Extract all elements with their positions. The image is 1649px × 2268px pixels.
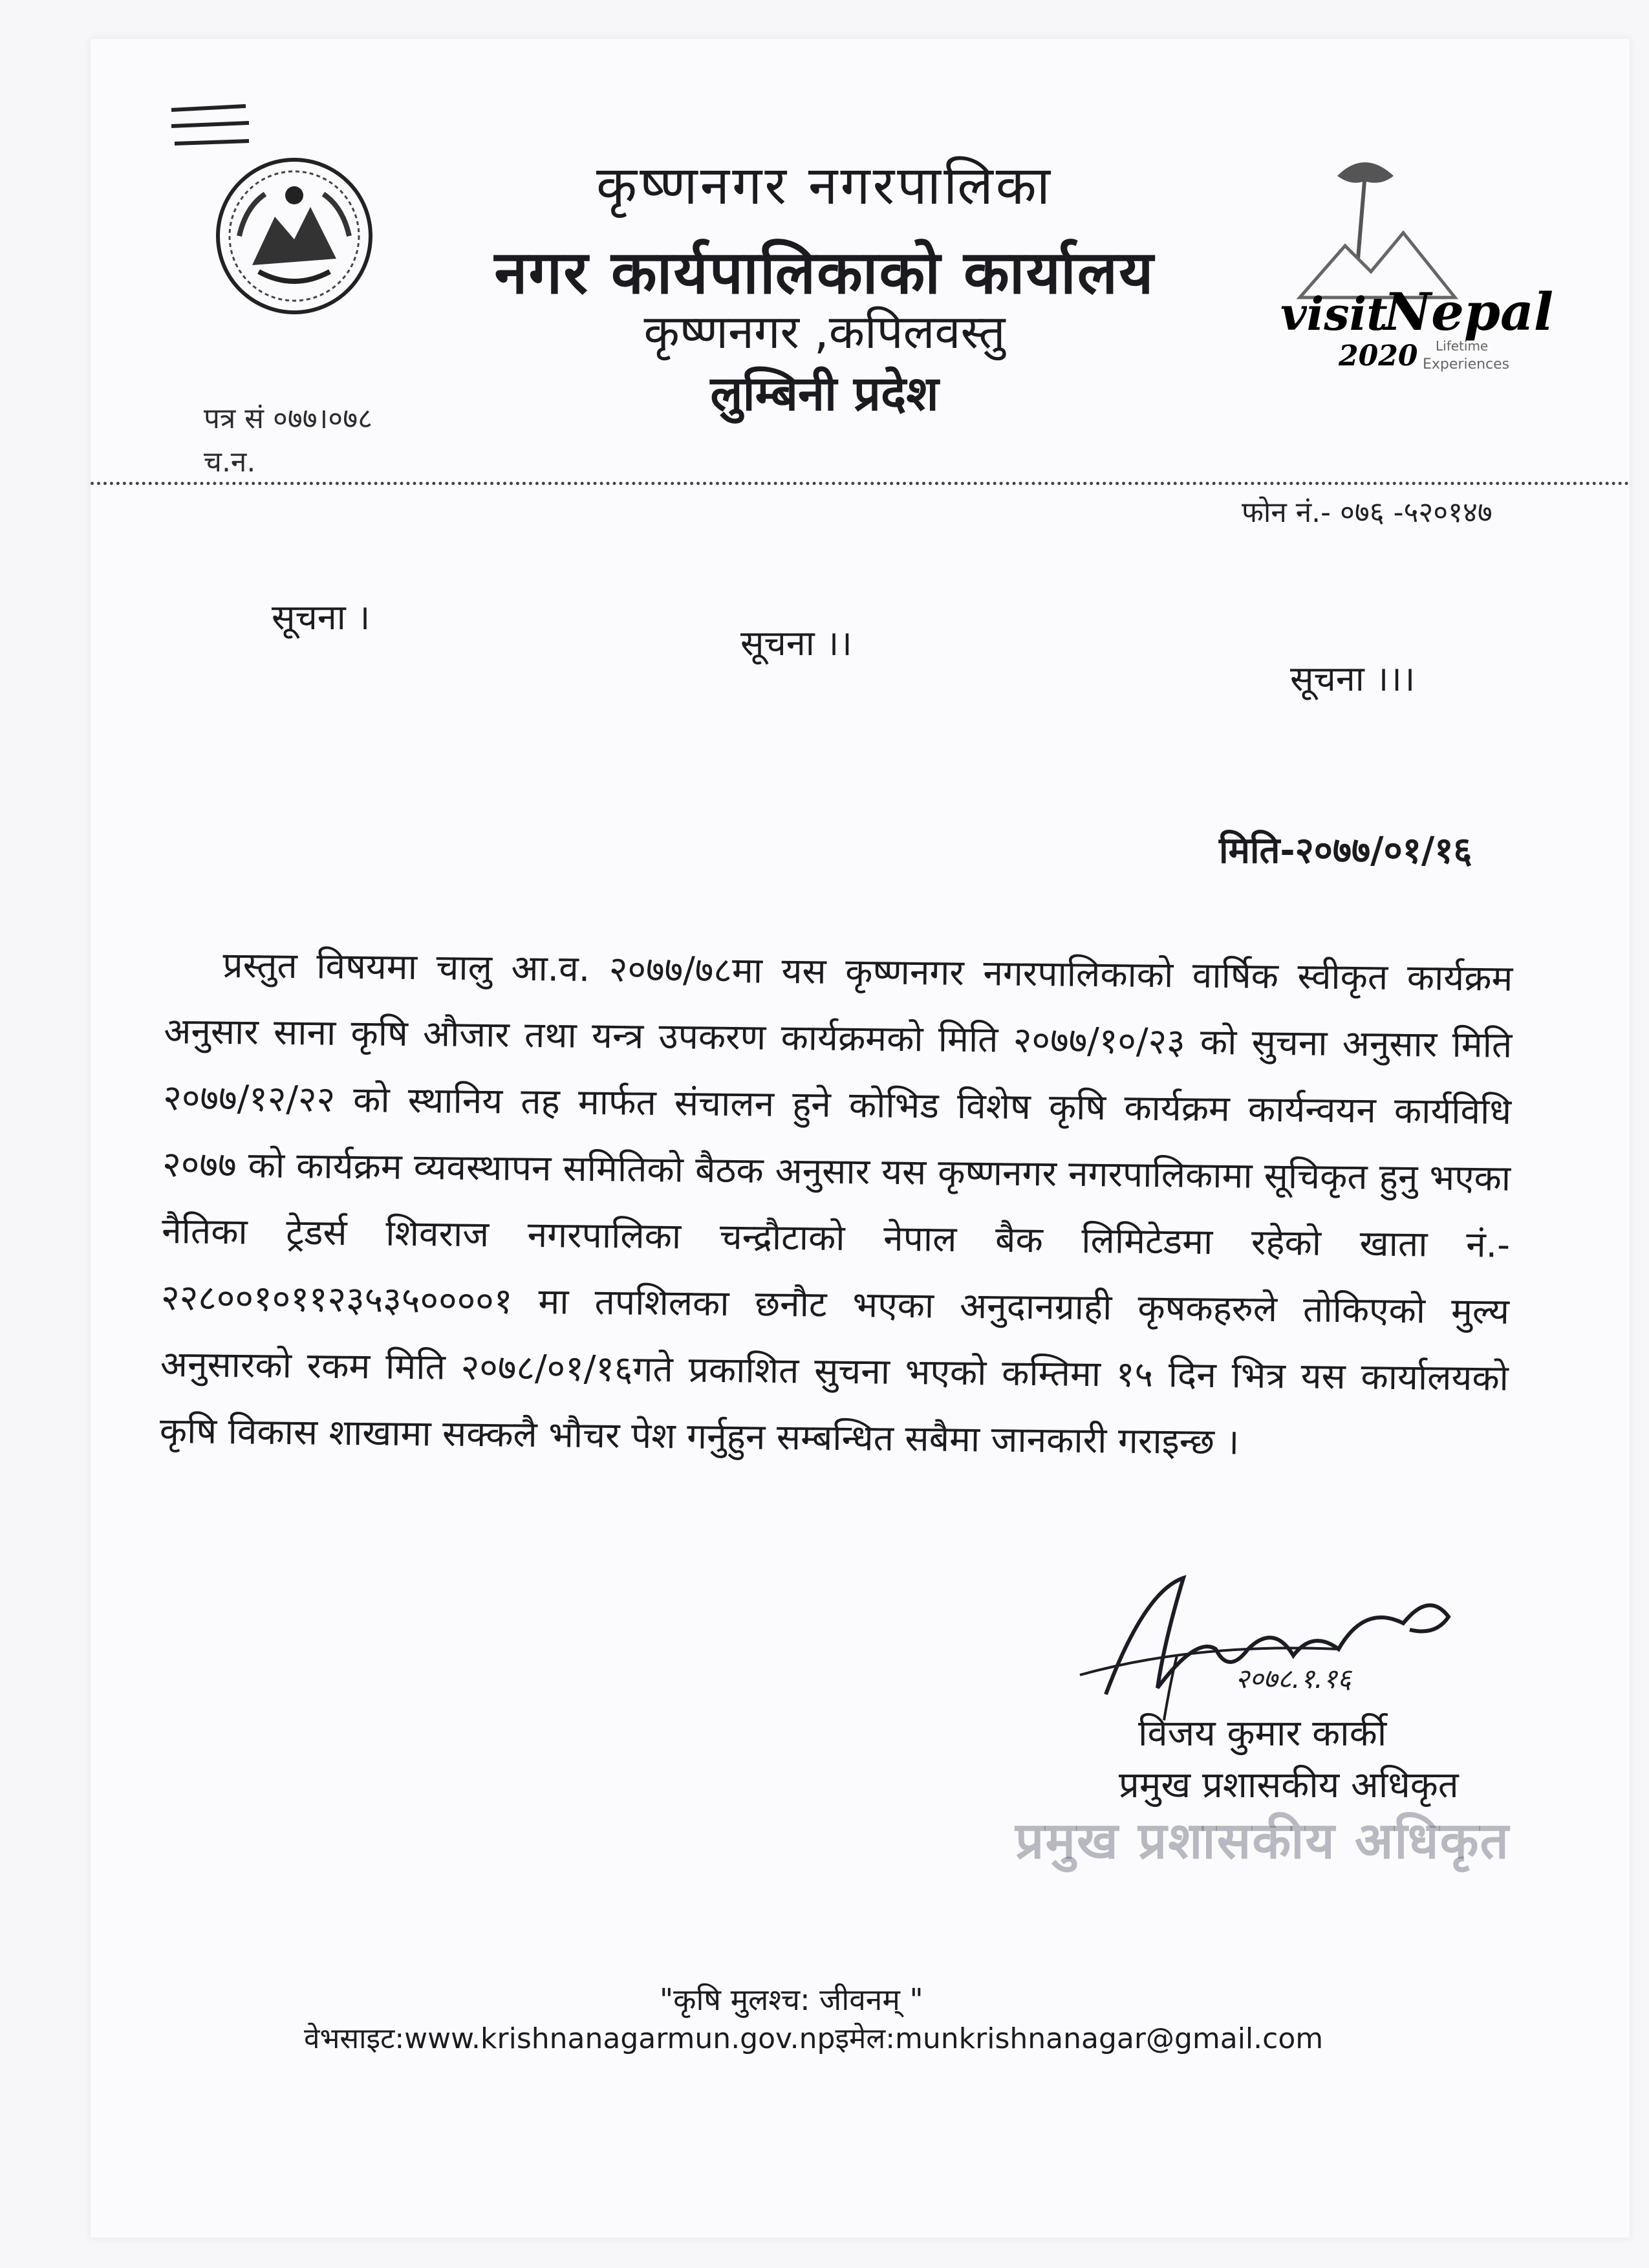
- dispatch-number: च.न.: [204, 446, 256, 479]
- notice-title-3: सूचना ।।।: [1290, 658, 1416, 699]
- visit-nepal-logo: [1261, 149, 1554, 388]
- province-name: लुम्बिनी प्रदेश: [710, 366, 939, 422]
- signer-name: विजय कुमार कार्की: [1138, 1712, 1387, 1755]
- municipality-name: कृष्णनगर नगरपालिका: [596, 155, 1053, 217]
- header-divider: [91, 482, 1630, 485]
- signer-designation: प्रमुख प्रशासकीय अधिकृत: [1119, 1764, 1459, 1806]
- notice-body: प्रस्तुत विषयमा चालु आ.व. २०७७/७८मा यस कृष्णनगर नगरपालिकाको वार्षिक स्वीकृत कार्यक्रम अनुसार साना कृषि औजार तथा यन्त्र उपकरण कार्यक्रमको मिति २०७७/१०/२३ को सुचना अनुसार मिति २०७७/१२/२२ को स्थानिय तह मार्फत संचालन हुने कोभिड विशेष कृषि कार्यक्रम कार्यन्वयन कार्यविधि २०७७ को कार्यक्रम व्यवस्थापन समितिको बैठक अनुसार यस कृष्णनगर नगरपालिकामा सूचिकृत हुनु भएका नैतिका ट्रेडर्स शिवराज नगरपालिका चन्द्रौटाको नेपाल बैक लिमिटेडमा रहेको खाता नं.- २२८००१०११२३५३५००००१ मा तपशिलका छनौट भएका अनुदानग्राही कृषकहरुले तोकिएको मुल्य अनुसारको रकम मिति २०७८/०१/१६गते प्रकाशित सुचना भएको कम्तिमा १५ दिन भित्र यस कार्यालयको कृषि विकास शाखामा सक्कलै भौचर पेश गर्नुहुन सम्बन्धित सबैमा जानकारी गराइन्छ ।: [159, 944, 1513, 1463]
- logo-visit-text: visit: [1280, 287, 1388, 341]
- logo-tagline-2: Experiences: [1423, 356, 1510, 373]
- official-stamp: प्रमुख प्रशासकीय अधिकृत: [1015, 1812, 1510, 1870]
- office-location: कृष्णनगर ,कपिलवस्तु: [643, 305, 1006, 359]
- office-name: नगर कार्यपालिकाको कार्यालय: [494, 238, 1155, 307]
- slash-marks-icon: [168, 97, 252, 155]
- logo-nepal-text: Nepal: [1384, 281, 1554, 342]
- office-phone: फोन नं.- ०७६ -५२०१४७: [1242, 496, 1493, 529]
- letter-reference-number: पत्र सं ०७७।०७८: [204, 402, 372, 435]
- footer-motto: "कृषि मुलश्च: जीवनम् ": [660, 1982, 923, 2017]
- notice-title-2: सूचना ।।: [740, 623, 852, 664]
- footer-contact: वेभसाइट:www.krishnanagarmun.gov.npइमेल:munkrishnanagar@gmail.com: [304, 2022, 1324, 2055]
- logo-tagline-1: Lifetime: [1436, 338, 1489, 354]
- signature-date: २०७८.१.१६: [1235, 1663, 1352, 1694]
- notice-date: मिति-२०७७/०१/१६: [1219, 830, 1472, 872]
- logo-year-text: 2020: [1339, 340, 1418, 373]
- notice-title-1: सूचना ।: [272, 597, 371, 638]
